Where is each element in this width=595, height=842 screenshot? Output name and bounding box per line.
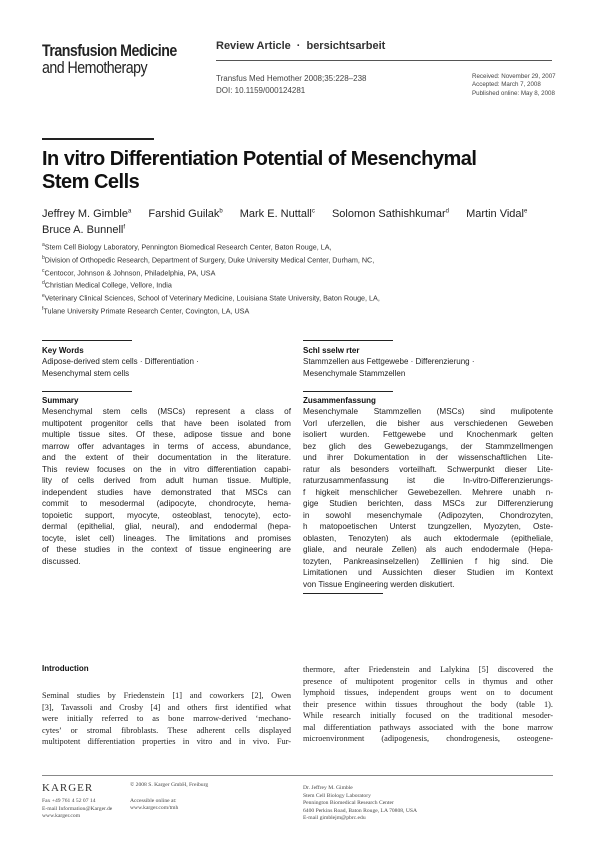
title-line1: In vitro Differentiation Potential of Mesenchymal xyxy=(42,148,477,170)
affiliation: $^b$Division of Orthopedic Research, Department of Surgery, Duke University Medical Center, Durham, NC, xyxy=(42,254,375,265)
summary xyxy=(42,395,291,567)
keywords-en xyxy=(42,345,291,380)
publisher-logo: KARGER xyxy=(42,782,94,794)
affiliation: $^f$Tulane University Primate Research Center, Covington, LA, USA xyxy=(42,305,250,316)
body-line: mal differentiation pathways associated with the bone marrow xyxy=(303,722,553,732)
summary-line: multipotent progenitor cells that have been isolated from xyxy=(42,418,291,428)
keywords-de-line: Mesenchymale Stammzellen xyxy=(303,369,406,378)
body-line: cytes’ or stromal fibroblasts. These adherent cells displayed xyxy=(42,725,291,735)
zusammenfassung-heading: Zusammenfassung xyxy=(303,396,376,405)
zusammenfassung-end-rule xyxy=(303,593,383,594)
publisher-email[interactable]: E-mail Information@Karger.de xyxy=(42,805,113,812)
keywords-line: Adipose-derived stem cells · Differentiation · xyxy=(42,357,199,366)
affiliation: $^d$Christian Medical College, Vellore, India xyxy=(42,280,172,290)
corr-lab: Stem Cell Biology Laboratory xyxy=(303,792,371,799)
affiliation: $^a$Stem Cell Biology Laboratory, Pennington Biomedical Research Center, Baton Rouge, LA, xyxy=(42,242,332,252)
keywords-heading: Key Words xyxy=(42,346,84,355)
keywords-rule xyxy=(42,340,132,341)
affiliations xyxy=(42,240,562,317)
summary-line: marrow offer advantages in terms of access, abundance, xyxy=(42,441,291,451)
zusammenfassung-line: von Tissue Engineering werden diskutiert. xyxy=(303,579,455,589)
introduction-right-column xyxy=(303,664,553,745)
journal-logo xyxy=(42,42,177,77)
summary-line: commit to mesodermal (adipocyte, chondrocyte, hema- xyxy=(42,499,291,508)
correspondence xyxy=(303,785,417,823)
keywords-line: Mesenchymal stem cells xyxy=(42,369,130,378)
body-line: thermore, after Friedenstein and Lalykina [5] discovered the xyxy=(303,665,553,674)
author: Martin Vidal$^e$ xyxy=(466,207,528,220)
publisher-contact xyxy=(42,798,112,821)
summary-line: multiple tissue sites. Of these, adipose tissue and bone xyxy=(42,430,291,439)
title-rule xyxy=(42,138,154,140)
citation-ref: Transfus Med Hemother 2008;35:228–238 xyxy=(216,74,367,83)
article-type-separator: · xyxy=(296,40,301,52)
summary-body xyxy=(42,406,291,567)
access-label: Accessible online at: xyxy=(130,797,177,804)
zusammenfassung-line: gliale, and neurale Zellen) als auch endodermale (Hepa- xyxy=(303,545,553,554)
zusammenfassung-line: isoliert wurden. Fettgewebe und Knochenmark gelten xyxy=(303,430,553,439)
summary-line: discussed. xyxy=(42,556,81,566)
zusammenfassung-line: oblasten, Tenozyten) als auch ektodermale (epitheliale, xyxy=(303,533,553,543)
zusammenfassung-line: und ihrer Dokumentation in der wissenschaftlichen Lite- xyxy=(303,453,553,462)
summary-line: This review focuses on the in vitro differentiation capabi- xyxy=(42,464,291,474)
article-title xyxy=(42,148,542,194)
publisher-fax: Fax +49 761 4 52 07 14 xyxy=(42,798,96,804)
copyright: © 2008 S. Karger GmbH, Freiburg xyxy=(130,782,209,788)
journal-name-line1: Transfusion Medicine xyxy=(42,42,177,60)
zusammenfassung xyxy=(303,395,553,594)
keywords-de-heading: Schl sselw rter xyxy=(303,346,360,355)
body-line: their presence within tissues throughout the body (table 1). xyxy=(303,699,553,709)
summary-line: Mesenchymal stem cells (MSCs) represent a class of xyxy=(42,407,291,416)
date-received: Received: November 29, 2007 xyxy=(472,73,556,80)
title-line2: Stem Cells xyxy=(42,171,140,193)
date-published: Published online: May 8, 2008 xyxy=(472,89,555,97)
access-link[interactable]: www.karger.com/tmh xyxy=(130,805,179,812)
keywords-de xyxy=(303,345,553,380)
corr-email[interactable]: E-mail gimblejm@pbrc.edu xyxy=(303,815,366,822)
zusammenfassung-line: bez glich des Gewebezugangs, der Stammzellmengen xyxy=(303,441,553,451)
affiliation: $^e$Veterinary Clinical Sciences, School of Veterinary Medicine, Louisiana State University, Baton Rouge, LA, xyxy=(42,293,380,303)
author: Farshid Guilak$^b$ xyxy=(148,207,223,220)
summary-line: and the extent of their documentation in the literature. xyxy=(42,453,291,462)
footer-rule xyxy=(42,775,553,776)
body-line: were initially referred to as bone marrow-derived ‘mechano- xyxy=(42,714,291,723)
article-type-en: Review Article xyxy=(216,40,291,52)
introduction-heading: Introduction xyxy=(42,664,89,673)
copyright-block xyxy=(130,782,208,813)
author-list xyxy=(42,204,562,237)
body-line: While research initially focused on the traditional mesoder- xyxy=(303,711,553,720)
author: Solomon Sathishkumar$^d$ xyxy=(331,207,450,220)
citation xyxy=(216,73,366,97)
header-rule xyxy=(216,60,552,61)
zusammenfassung-rule xyxy=(303,391,393,392)
summary-rule xyxy=(42,391,132,392)
corr-org: Pennington Biomedical Research Center xyxy=(303,800,394,807)
publisher-web[interactable]: www.karger.com xyxy=(42,813,81,820)
zusammenfassung-line: tozyten, Pankreasinselzellen) Zelllinien f hig sind. Die xyxy=(303,556,553,566)
article-type-de: bersichtsarbeit xyxy=(306,40,386,52)
journal-name-line2: and Hemotherapy xyxy=(42,59,148,77)
summary-line: independent studies have demonstrated that MSCs can xyxy=(42,487,291,497)
zusammenfassung-line: in sowohl mesenchymale (Adipozyten, Chondrozyten, xyxy=(303,510,553,520)
zusammenfassung-line: gige Studien berichten, dass MSCs zur Differenzierung xyxy=(303,499,553,508)
zusammenfassung-body xyxy=(303,406,553,590)
summary-heading: Summary xyxy=(42,396,79,405)
citation-doi[interactable]: DOI: 10.1159/000124281 xyxy=(216,86,306,95)
author: Mark E. Nuttall$^c$ xyxy=(239,207,315,220)
publication-dates xyxy=(472,73,556,98)
body-line: [3], Tavassoli and Crosby [4] and others first identified what xyxy=(42,702,291,712)
date-accepted: Accepted: March 7, 2008 xyxy=(472,81,541,89)
zusammenfassung-line: ratur als besonders vorteilhaft. Schwerpunkt dieser Lite- xyxy=(303,464,553,474)
introduction-left-column xyxy=(42,690,291,748)
author: Jeffrey M. Gimble$^a$ xyxy=(42,207,132,220)
zusammenfassung-line: Vorl uferzellen, die bisher aus verschiedenen Geweben xyxy=(303,418,553,428)
zusammenfassung-line: raturzusammenfassung ist die In-vitro-Differenzierungs- xyxy=(303,476,553,485)
zusammenfassung-line: Limitationen und Aussichten dieser Studien im Kontext xyxy=(303,568,553,577)
summary-line: lity of cells derived from adult human tissue. Multiple, xyxy=(42,476,291,485)
corr-address: 6400 Perkins Road, Baton Rouge, LA 70808, USA xyxy=(303,807,418,814)
body-line: Seminal studies by Friedenstein [1] and coworkers [2], Owen xyxy=(42,691,291,700)
body-line: multipotent differentiation properties in vitro and in vivo. Fur- xyxy=(42,737,291,746)
body-line: microenvironment (adipogenesis, chondrogenesis, osteogene- xyxy=(303,734,553,743)
zusammenfassung-line: f higkeit menschlicher Gewebezellen. Mehrere unabh n- xyxy=(303,487,553,497)
article-type xyxy=(216,40,385,52)
summary-line: dermal (epithelial, glial, neural), and endodermal (hepa- xyxy=(42,522,291,531)
summary-line: topoietic support, myocyte, osteoblast, tenocyte), ecto- xyxy=(42,510,291,520)
body-line: lymphoid tissues, independent groups went on to document xyxy=(303,688,553,697)
keywords-de-rule xyxy=(303,340,393,341)
keywords-de-line: Stammzellen aus Fettgewebe · Differenzierung · xyxy=(303,357,475,366)
summary-line: tocyte, islet cell) lineages. The limitations and promises xyxy=(42,533,291,543)
body-line: presence of multipotent progenitor cells in thymus and other xyxy=(303,676,553,686)
author: Bruce A. Bunnell$^f$ xyxy=(42,224,126,237)
zusammenfassung-line: h matopoetischen Unterst tzungzellen, Myozyten, Oste- xyxy=(303,522,553,531)
summary-line: of these studies in the context of tissue engineering are xyxy=(42,545,291,554)
corr-name: Dr. Jeffrey M. Gimble xyxy=(303,785,353,791)
zusammenfassung-line: Mesenchymale Stammzellen (MSCs) sind mulipotente xyxy=(303,407,553,416)
affiliation: $^c$Centocor, Johnson & Johnson, Philadelphia, PA, USA xyxy=(42,267,216,277)
